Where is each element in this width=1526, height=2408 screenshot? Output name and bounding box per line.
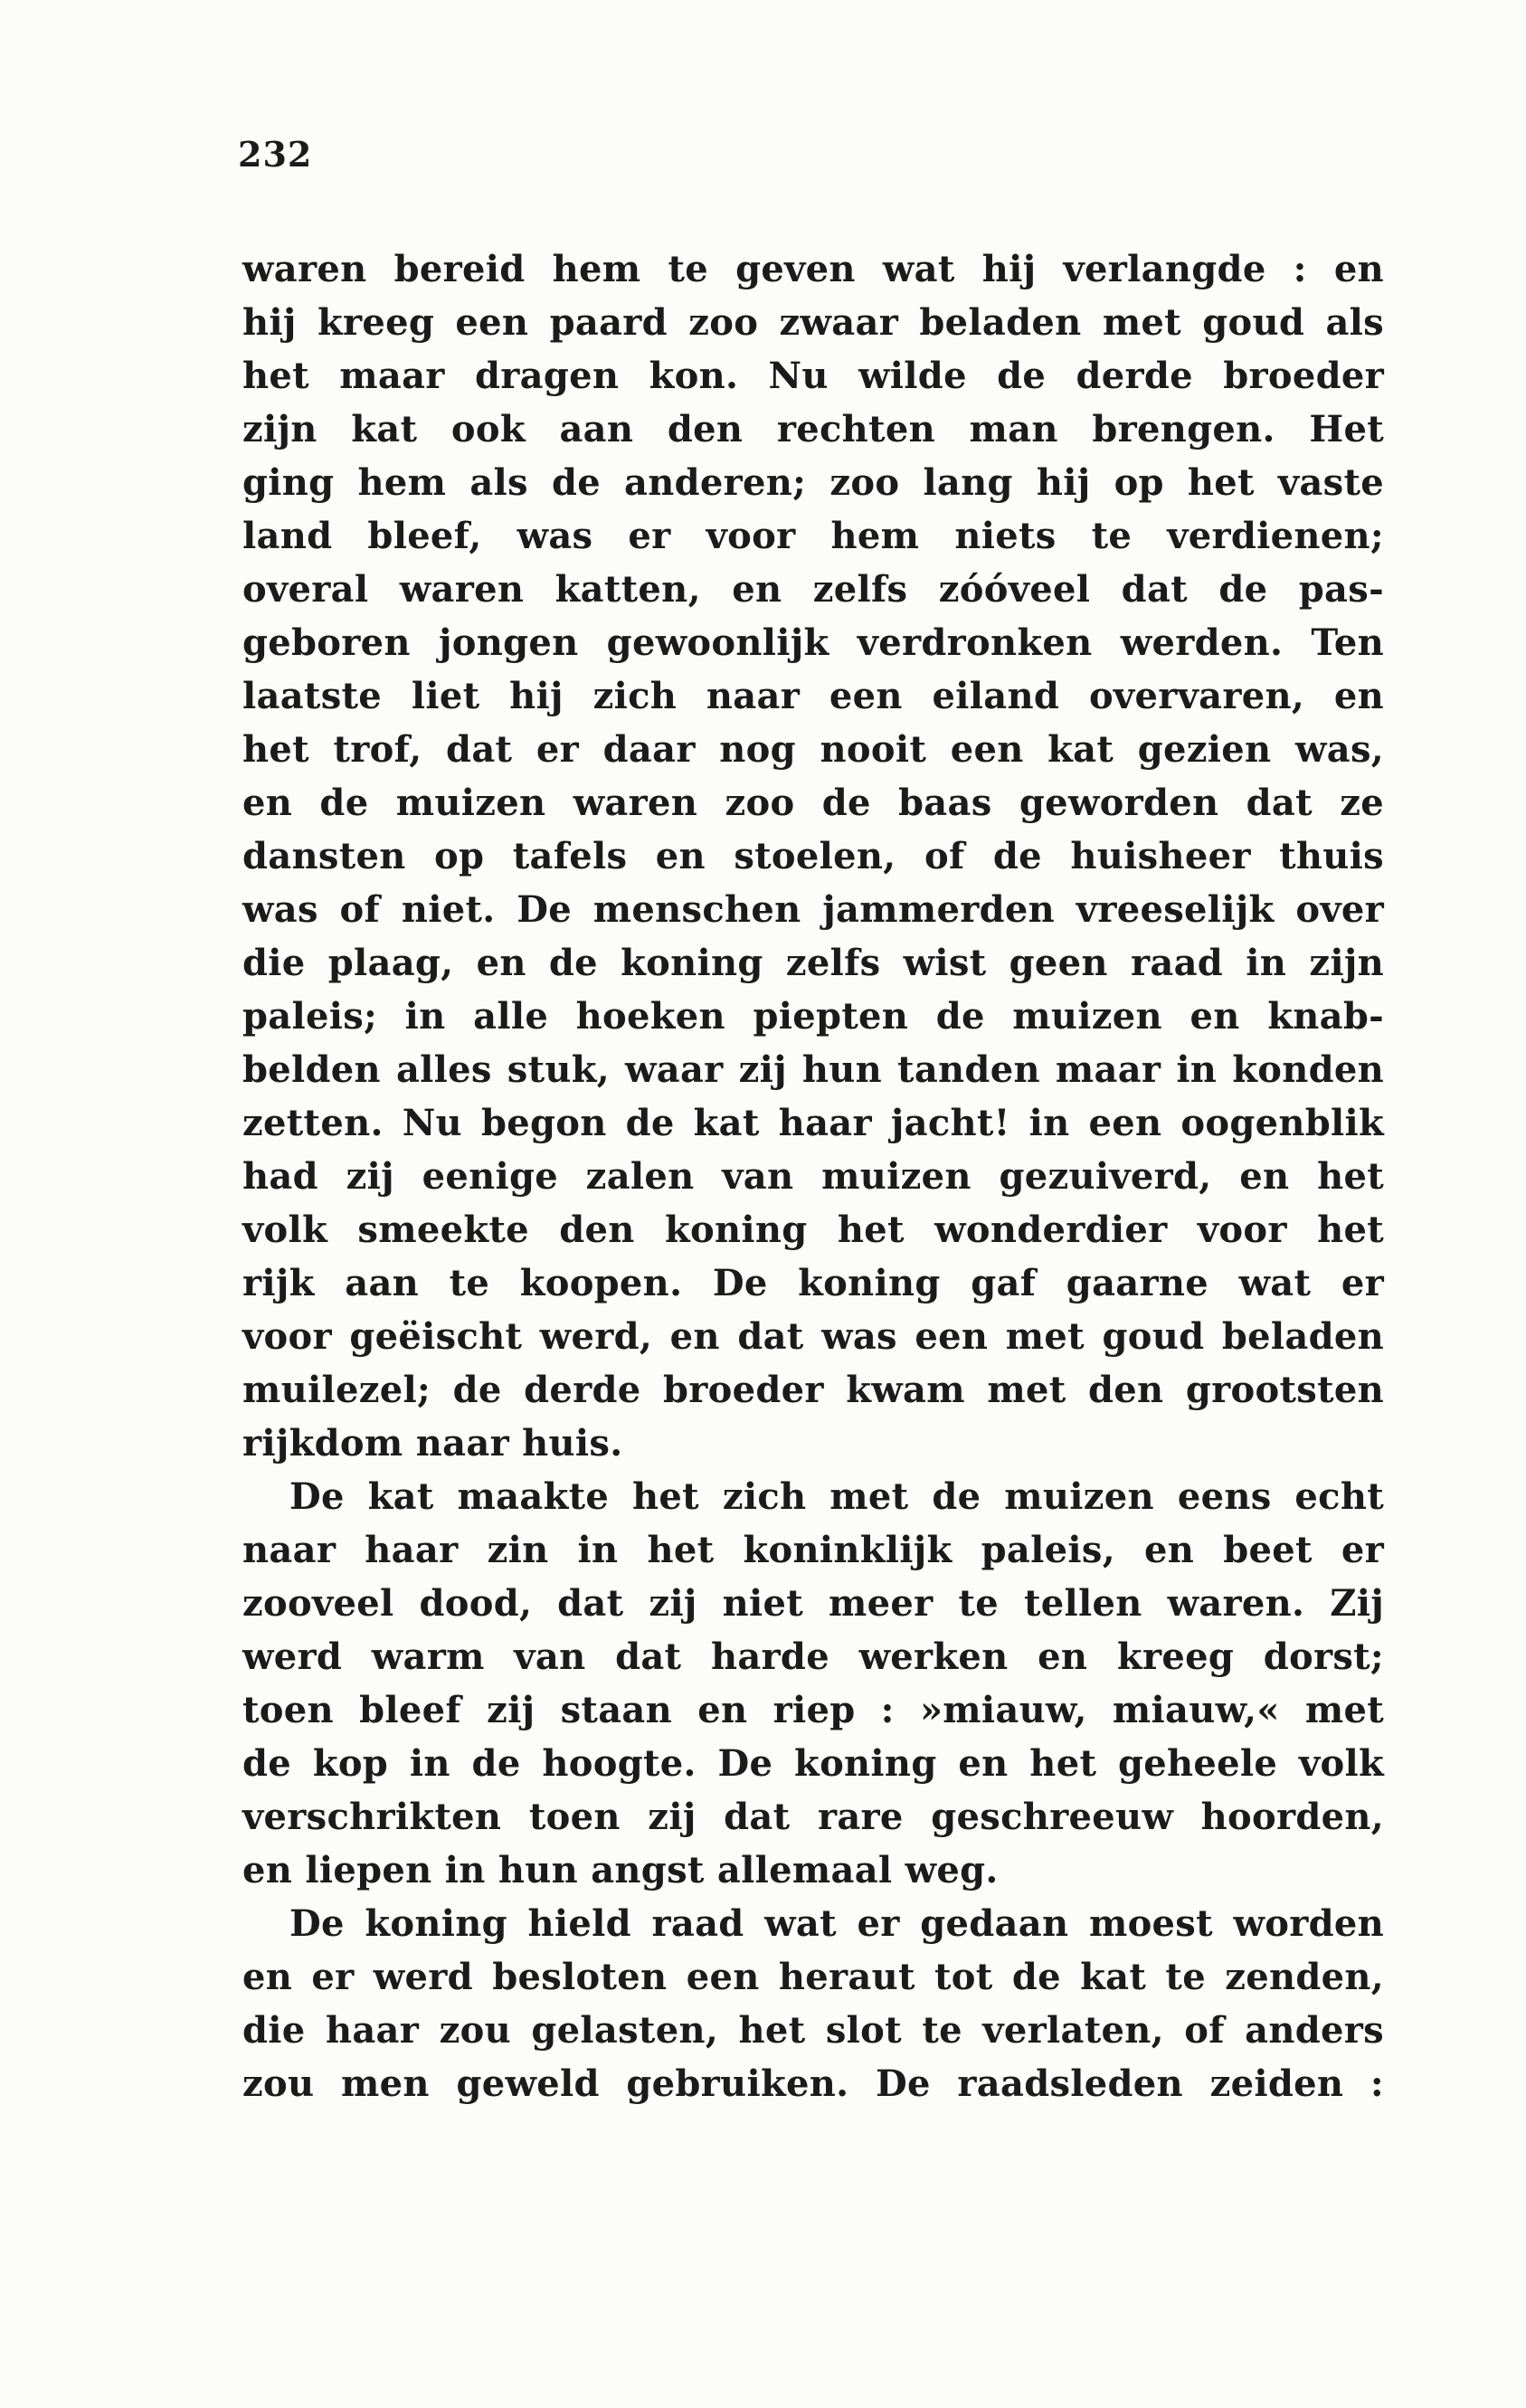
text-line: belden alles stuk, waar zij hun tanden maar in konden <box>242 1048 1384 1091</box>
text-line: rijk aan te koopen. De koning gaf gaarne wat er <box>242 1262 1384 1304</box>
text-line: had zij eenige zalen van muizen gezuiverd, en het <box>242 1155 1384 1198</box>
text-line: geboren jongen gewoonlijk verdronken werden. Ten <box>242 621 1384 664</box>
text-line: hij kreeg een paard zoo zwaar beladen met goud als <box>242 301 1384 344</box>
text-block <box>242 242 1384 2110</box>
text-line: zetten. Nu begon de kat haar jacht! in een oogenblik <box>242 1102 1384 1144</box>
text-line: zooveel dood, dat zij niet meer te tellen waren. Zij <box>242 1582 1384 1625</box>
text-line: voor geëischt werd, en dat was een met goud beladen <box>242 1315 1384 1358</box>
text-line: dansten op tafels en stoelen, of de huisheer thuis <box>242 835 1384 877</box>
text-line: paleis; in alle hoeken piepten de muizen en knab- <box>242 995 1384 1038</box>
text-line: werd warm van dat harde werken en kreeg dorst; <box>242 1635 1384 1678</box>
text-line: muilezel; de derde broeder kwam met den grootsten <box>242 1369 1384 1411</box>
page-number: 232 <box>238 134 313 175</box>
text-line: en er werd besloten een heraut tot de kat te zenden, <box>242 1956 1384 1998</box>
text-line: De kat maakte het zich met de muizen eens echt <box>289 1475 1384 1518</box>
text-line: het maar dragen kon. Nu wilde de derde broeder <box>242 355 1384 397</box>
text-line: was of niet. De menschen jammerden vreeselijk over <box>242 888 1384 931</box>
text-line: ging hem als de anderen; zoo lang hij op het vaste <box>242 461 1384 504</box>
paragraph <box>242 1470 1384 1897</box>
text-line: land bleef, was er voor hem niets te verdienen; <box>242 515 1384 557</box>
text-line: de kop in de hoogte. De koning en het geheele volk <box>242 1742 1384 1785</box>
text-line: die plaag, en de koning zelfs wist geen raad in zijn <box>242 942 1384 984</box>
text-line: De koning hield raad wat er gedaan moest worden <box>289 1902 1384 1945</box>
text-line: verschrikten toen zij dat rare geschreeuw hoorden, <box>242 1796 1384 1838</box>
text-line: laatste liet hij zich naar een eiland overvaren, en <box>242 675 1384 717</box>
text-line: zou men geweld gebruiken. De raadsleden zeiden : <box>242 2062 1384 2105</box>
text-line: die haar zou gelasten, het slot te verlaten, of anders <box>242 2009 1384 2052</box>
text-line: zijn kat ook aan den rechten man brengen. Het <box>242 408 1384 450</box>
paragraph <box>242 1897 1384 2110</box>
paragraph <box>242 242 1384 1470</box>
text-line: volk smeekte den koning het wonderdier voor het <box>242 1209 1384 1251</box>
text-line: waren bereid hem te geven wat hij verlangde : en <box>242 248 1384 290</box>
text-line: en liepen in hun angst allemaal weg. <box>242 1849 999 1891</box>
text-line: toen bleef zij staan en riep : »miauw, miauw,« met <box>242 1689 1384 1731</box>
text-line: rijkdom naar huis. <box>242 1422 623 1465</box>
text-line: overal waren katten, en zelfs zóóveel dat de pas- <box>242 568 1384 611</box>
text-line: het trof, dat er daar nog nooit een kat gezien was, <box>242 728 1384 771</box>
text-line: en de muizen waren zoo de baas geworden dat ze <box>242 782 1384 824</box>
text-line: naar haar zin in het koninklijk paleis, en beet er <box>242 1529 1384 1571</box>
